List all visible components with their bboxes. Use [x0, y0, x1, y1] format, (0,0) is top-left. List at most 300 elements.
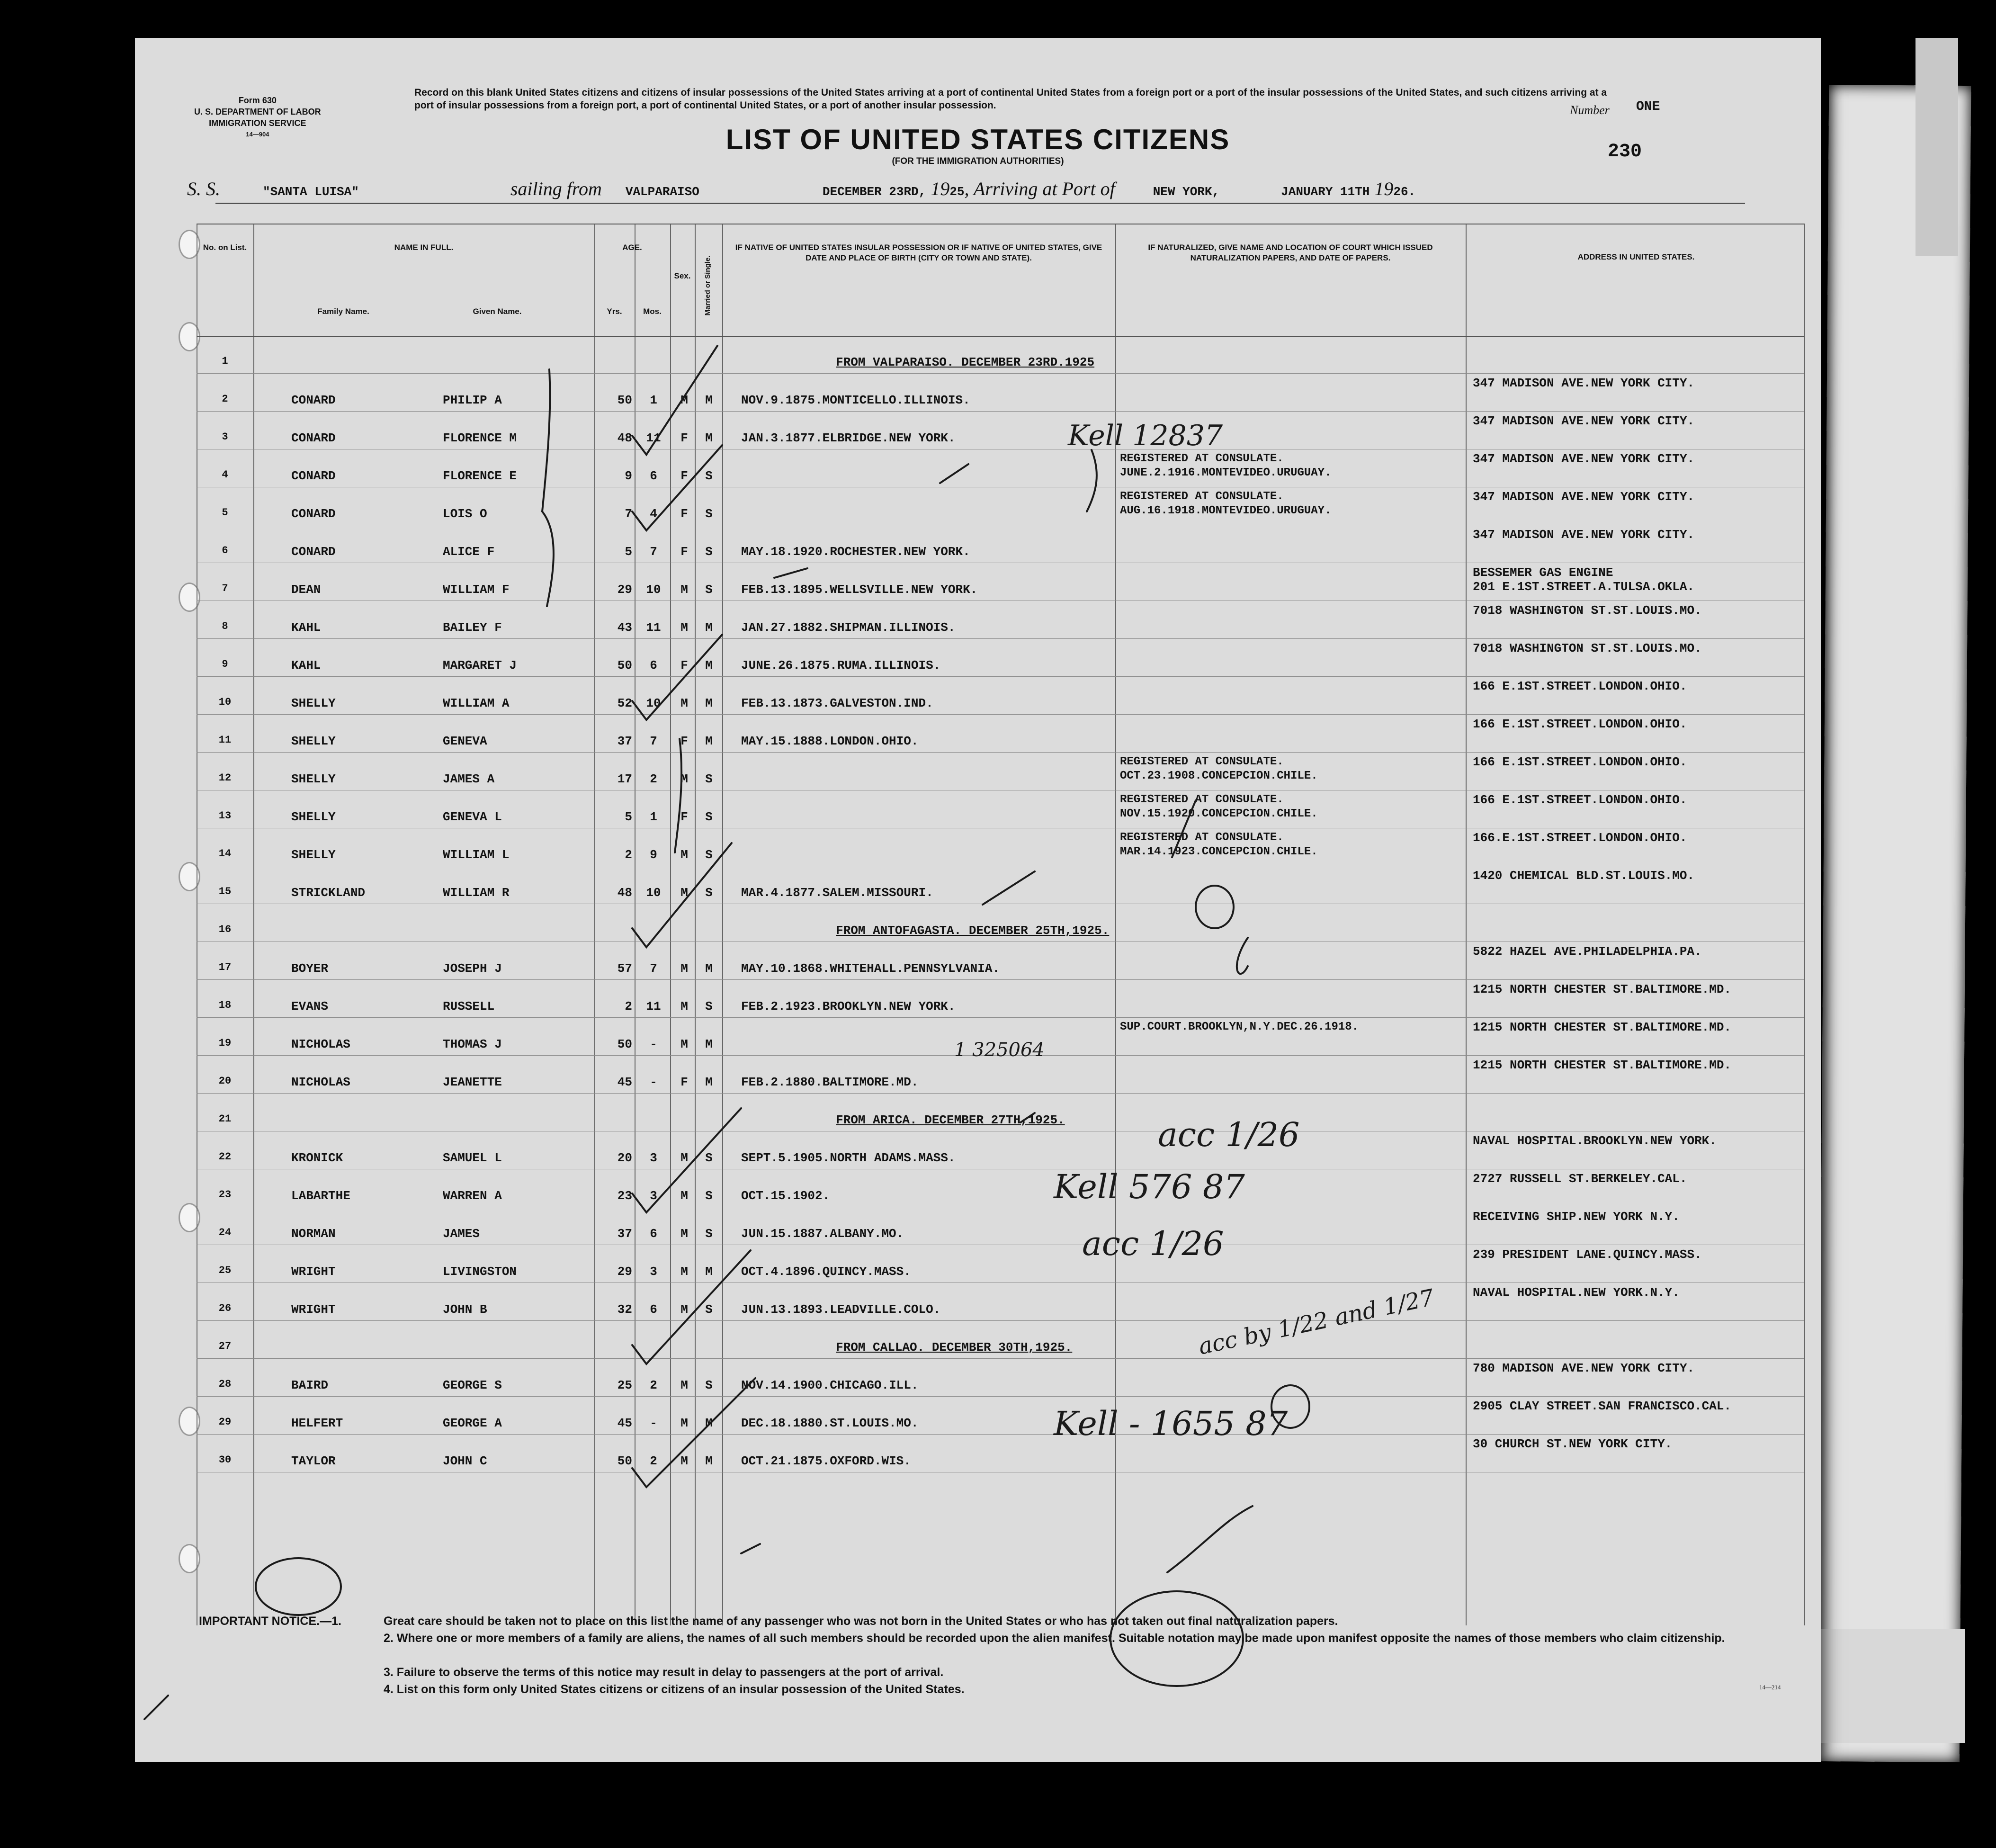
family-name: NICHOLAS	[291, 1037, 350, 1051]
family-name: CONARD	[291, 507, 336, 521]
marital-status: M	[705, 393, 713, 407]
list-number: 3	[222, 431, 228, 443]
sailing-label: sailing from	[510, 178, 602, 199]
given-name: ALICE F	[443, 545, 495, 559]
address-line-1: BESSEMER GAS ENGINE	[1473, 565, 1613, 580]
list-number: 15	[218, 886, 232, 897]
naturalization-line-2: MAR.14.1923.CONCEPCION.CHILE.	[1120, 845, 1318, 858]
check-mark	[983, 871, 1035, 905]
address-line-2: 166.E.1ST.STREET.LONDON.OHIO.	[1473, 831, 1687, 845]
sex: M	[680, 1302, 688, 1317]
check-mark	[940, 464, 968, 483]
naturalization-line-2: OCT.23.1908.CONCEPCION.CHILE.	[1120, 770, 1318, 782]
sex: F	[680, 545, 688, 559]
age-years: 2	[625, 999, 632, 1014]
sex: M	[680, 999, 688, 1014]
arrival-port: NEW YORK,	[1153, 185, 1220, 199]
address-line-2: 166 E.1ST.STREET.LONDON.OHIO.	[1473, 679, 1687, 693]
sex: M	[680, 1378, 688, 1392]
marital-status: M	[705, 1454, 713, 1468]
list-number: 27	[218, 1340, 232, 1352]
given-name: WILLIAM A	[443, 696, 510, 710]
marital-status: S	[705, 848, 713, 862]
age-months: 3	[650, 1265, 657, 1279]
list-number: 1	[222, 355, 228, 367]
arrival-year: 26.	[1393, 185, 1416, 199]
given-name: GENEVA L	[443, 810, 502, 824]
circled-note	[1110, 1591, 1243, 1686]
marital-status: S	[705, 772, 713, 786]
handwritten-note: Kell 576 87	[1054, 1167, 1245, 1206]
departure-date: DECEMBER 23RD,	[822, 185, 926, 199]
given-name: JEANETTE	[443, 1075, 502, 1089]
list-number: 18	[218, 999, 232, 1011]
sex: F	[680, 734, 688, 748]
notice-item-1: Great care should be taken not to place on this list the name of any passenger who was not born in the United States or who has not taken out final naturalization papers.	[384, 1615, 1338, 1628]
family-name: CONARD	[291, 545, 336, 559]
marital-status: M	[705, 696, 713, 710]
given-name: GENEVA	[443, 734, 487, 748]
bracket-mark	[542, 369, 554, 606]
list-number: 10	[218, 696, 232, 708]
list-number: 2	[222, 393, 228, 405]
marital-status: S	[705, 583, 713, 597]
age-years: 23	[617, 1189, 632, 1203]
given-name: WARREN A	[443, 1189, 502, 1203]
age-months: 11	[646, 431, 661, 445]
age-months: -	[650, 1037, 657, 1051]
address-line-2: RECEIVING SHIP.NEW YORK N.Y.	[1473, 1210, 1680, 1224]
age-months: 2	[650, 772, 657, 786]
list-number: 11	[218, 734, 232, 746]
check-mark	[632, 843, 732, 947]
address-line-2: 239 PRESIDENT LANE.QUINCY.MASS.	[1473, 1247, 1702, 1262]
age-years: 37	[617, 1227, 632, 1241]
marital-status: S	[705, 1227, 713, 1241]
handwritten-note: 1 325064	[954, 1039, 1045, 1061]
list-number: 21	[218, 1113, 232, 1125]
family-name: BOYER	[291, 961, 329, 976]
header-no-on-list: No. on List.	[203, 243, 247, 252]
header-age: AGE.	[622, 243, 642, 252]
address-line-2: 1420 CHEMICAL BLD.ST.LOUIS.MO.	[1473, 869, 1695, 883]
sex: F	[680, 507, 688, 521]
family-name: SHELLY	[291, 810, 336, 824]
sex: F	[680, 431, 688, 445]
check-mark	[632, 346, 717, 455]
address-line-2: 1215 NORTH CHESTER ST.BALTIMORE.MD.	[1473, 1020, 1732, 1034]
header-months: Mos.	[643, 307, 662, 316]
check-mark	[1172, 800, 1196, 857]
birth-date-place: FEB.13.1873.GALVESTON.IND.	[741, 696, 933, 710]
birth-date-place: DEC.18.1880.ST.LOUIS.MO.	[741, 1416, 919, 1430]
list-number: 7	[222, 583, 228, 594]
sex: M	[680, 1265, 688, 1279]
given-name: JOSEPH J	[443, 961, 502, 976]
section-heading: FROM CALLAO. DECEMBER 30TH,1925.	[836, 1340, 1073, 1355]
notice-item-3: 3. Failure to observe the terms of this notice may result in delay to passengers at the port of arrival.	[384, 1666, 944, 1679]
number-value: ONE	[1636, 99, 1660, 114]
check-mark	[632, 1108, 741, 1212]
header-sex: Sex.	[674, 271, 691, 280]
handwritten-note: Kell 12837	[1068, 419, 1223, 452]
sex: M	[680, 1189, 688, 1203]
list-number: 14	[218, 848, 232, 860]
birth-date-place: NOV.14.1900.CHICAGO.ILL.	[741, 1378, 919, 1392]
family-name: BAIRD	[291, 1378, 329, 1392]
handwritten-note: acc 1/26	[1082, 1224, 1224, 1263]
naturalization-line-2: SUP.COURT.BROOKLYN,N.Y.DEC.26.1918.	[1120, 1021, 1359, 1033]
handwritten-note: Kell - 1655 87	[1054, 1404, 1288, 1443]
address-line-2: 166 E.1ST.STREET.LONDON.OHIO.	[1473, 793, 1687, 807]
sex: M	[680, 772, 688, 786]
birth-date-place: OCT.21.1875.OXFORD.WIS.	[741, 1454, 911, 1468]
scribble	[1167, 1506, 1253, 1572]
document-subtitle: (FOR THE IMMIGRATION AUTHORITIES)	[892, 156, 1064, 166]
list-number: 12	[218, 772, 232, 784]
departure-port: VALPARAISO	[625, 185, 699, 199]
given-name: GEORGE A	[443, 1416, 502, 1430]
family-name: TAYLOR	[291, 1454, 336, 1468]
age-months: 7	[650, 961, 657, 976]
address-line-2: 1215 NORTH CHESTER ST.BALTIMORE.MD.	[1473, 1058, 1732, 1072]
bracket-mark	[1087, 450, 1097, 511]
age-months: 2	[650, 1454, 657, 1468]
age-years: 5	[625, 810, 632, 824]
given-name: LOIS O	[443, 507, 487, 521]
depart-year-prefix: 19	[931, 178, 950, 199]
age-years: 50	[617, 1454, 632, 1468]
section-heading: FROM VALPARAISO. DECEMBER 23RD.1925	[836, 355, 1095, 369]
family-name: SHELLY	[291, 696, 336, 710]
address-line-2: 30 CHURCH ST.NEW YORK CITY.	[1473, 1437, 1673, 1451]
notice-lead: IMPORTANT NOTICE.—1.	[199, 1615, 341, 1628]
given-name: JAMES A	[443, 772, 495, 786]
list-number: 4	[222, 469, 228, 481]
header-naturalization: IF NATURALIZED, GIVE NAME AND LOCATION OF COURT WHICH ISSUED NATURALIZATION PAPERS, AND DATE OF PAPERS.	[1148, 243, 1433, 262]
voyage-line: S. S. "SANTA LUISA" sailing from VALPARAISO DECEMBER 23RD, 1925, Arriving at Port of NEW YORK, JANUARY 11TH 1926.	[187, 178, 1416, 199]
sex: M	[680, 886, 688, 900]
address-line-2: 347 MADISON AVE.NEW YORK CITY.	[1473, 414, 1695, 428]
address-line-2: 780 MADISON AVE.NEW YORK CITY.	[1473, 1361, 1695, 1375]
naturalization-line-1: REGISTERED AT CONSULATE.	[1120, 831, 1284, 844]
family-name: HELFERT	[291, 1416, 343, 1430]
ship-name: "SANTA LUISA"	[263, 185, 359, 199]
list-number: 24	[218, 1227, 232, 1238]
header-family-name: Family Name.	[317, 307, 369, 316]
family-name: WRIGHT	[291, 1265, 336, 1279]
list-number: 6	[222, 545, 228, 556]
age-months: 1	[650, 393, 657, 407]
birth-date-place: JUN.15.1887.ALBANY.MO.	[741, 1227, 904, 1241]
section-heading: FROM ANTOFAGASTA. DECEMBER 25TH,1925.	[836, 924, 1110, 938]
department-name: U. S. DEPARTMENT OF LABOR	[194, 107, 321, 117]
list-number: 23	[218, 1189, 232, 1201]
sex: M	[680, 696, 688, 710]
naturalization-line-1: REGISTERED AT CONSULATE.	[1120, 793, 1284, 806]
back-sheet-corner	[1809, 1629, 1965, 1743]
sex: M	[680, 848, 688, 862]
given-name: JOHN C	[443, 1454, 487, 1468]
age-years: 48	[617, 431, 632, 445]
list-number: 8	[222, 620, 228, 632]
list-number: 26	[218, 1302, 232, 1314]
marital-status: M	[705, 961, 713, 976]
age-years: 57	[617, 961, 632, 976]
birth-date-place: JUN.13.1893.LEADVILLE.COLO.	[741, 1302, 941, 1317]
age-months: 6	[650, 469, 657, 483]
naturalization-line-1: REGISTERED AT CONSULATE.	[1120, 755, 1284, 768]
age-years: 45	[617, 1075, 632, 1089]
age-months: 4	[650, 507, 657, 521]
given-name: PHILIP A	[443, 393, 502, 407]
sex: M	[680, 1037, 688, 1051]
form-number: Form 630	[238, 96, 277, 105]
sex: M	[680, 1454, 688, 1468]
family-name: EVANS	[291, 999, 329, 1014]
birth-date-place: JAN.27.1882.SHIPMAN.ILLINOIS.	[741, 620, 956, 635]
age-months: 9	[650, 848, 657, 862]
service-name: IMMIGRATION SERVICE	[209, 118, 306, 128]
age-years: 2	[625, 848, 632, 862]
age-months: 1	[650, 810, 657, 824]
family-name: WRIGHT	[291, 1302, 336, 1317]
age-months: 6	[650, 658, 657, 673]
circled-note	[1196, 886, 1234, 928]
list-number: 22	[218, 1151, 232, 1163]
section-heading: FROM ARICA. DECEMBER 27TH,1925.	[836, 1113, 1065, 1127]
given-name: WILLIAM R	[443, 886, 510, 900]
marital-status: S	[705, 1378, 713, 1392]
age-years: 25	[617, 1378, 632, 1392]
age-years: 17	[617, 772, 632, 786]
marital-status: M	[705, 1075, 713, 1089]
age-months: 7	[650, 545, 657, 559]
sex: M	[680, 583, 688, 597]
arrival-date: JANUARY 11TH	[1281, 185, 1370, 199]
list-number: 30	[218, 1454, 232, 1466]
check-mark	[632, 445, 722, 530]
check-mark	[632, 635, 722, 720]
list-number: 16	[218, 924, 232, 935]
address-line-2: NAVAL HOSPITAL.BROOKLYN.NEW YORK.	[1473, 1134, 1717, 1148]
birth-date-place: MAR.4.1877.SALEM.MISSOURI.	[741, 886, 933, 900]
header-married-or-single: Married or Single.	[704, 255, 712, 316]
address-line-2: 7018 WASHINGTON ST.ST.LOUIS.MO.	[1473, 641, 1702, 655]
birth-date-place: FEB.2.1923.BROOKLYN.NEW YORK.	[741, 999, 956, 1014]
marital-status: M	[705, 734, 713, 748]
header-place-of-birth: IF NATIVE OF UNITED STATES INSULAR POSSESSION OR IF NATIVE OF UNITED STATES, GIVE DATE AND PLACE OF BIRTH (CITY OR TOWN AND STATE).	[735, 243, 1102, 262]
birth-date-place: MAY.18.1920.ROCHESTER.NEW YORK.	[741, 545, 970, 559]
age-years: 29	[617, 583, 632, 597]
marital-status: M	[705, 431, 713, 445]
age-months: 11	[646, 999, 661, 1014]
age-months: -	[650, 1416, 657, 1430]
age-months: 3	[650, 1151, 657, 1165]
age-months: 3	[650, 1189, 657, 1203]
family-name: SHELLY	[291, 772, 336, 786]
marital-status: S	[705, 999, 713, 1014]
naturalization-line-1: REGISTERED AT CONSULATE.	[1120, 490, 1284, 503]
address-line-2: 347 MADISON AVE.NEW YORK CITY.	[1473, 528, 1695, 542]
document-title: LIST OF UNITED STATES CITIZENS	[725, 124, 1230, 155]
address-line-2: 166 E.1ST.STREET.LONDON.OHIO.	[1473, 755, 1687, 769]
list-number: 5	[222, 507, 228, 519]
check-mark	[1020, 1113, 1035, 1122]
family-name: NORMAN	[291, 1227, 336, 1241]
address-line-2: 5822 HAZEL AVE.PHILADELPHIA.PA.	[1473, 944, 1702, 959]
given-name: BAILEY F	[443, 620, 502, 635]
address-line-2: 347 MADISON AVE.NEW YORK CITY.	[1473, 376, 1695, 390]
check-mark	[632, 1250, 751, 1364]
given-name: WILLIAM F	[443, 583, 510, 597]
list-number: 17	[218, 961, 232, 973]
form-code: 14—904	[246, 131, 269, 138]
birth-date-place: JUNE.26.1875.RUMA.ILLINOIS.	[741, 658, 941, 673]
birth-date-place: NOV.9.1875.MONTICELLO.ILLINOIS.	[741, 393, 970, 407]
family-name: KAHL	[291, 620, 321, 635]
age-years: 48	[617, 886, 632, 900]
header-given-name: Given Name.	[473, 307, 522, 316]
sex: M	[680, 393, 688, 407]
marital-status: S	[705, 810, 713, 824]
birth-date-place: MAY.10.1868.WHITEHALL.PENNSYLVANIA.	[741, 961, 1000, 976]
ss-label: S. S.	[187, 178, 220, 199]
age-years: 9	[625, 469, 632, 483]
birth-date-place: SEPT.5.1905.NORTH ADAMS.MASS.	[741, 1151, 956, 1165]
age-months: 6	[650, 1302, 657, 1317]
check-mark	[741, 1544, 760, 1553]
birth-date-place: FEB.13.1895.WELLSVILLE.NEW YORK.	[741, 583, 978, 597]
scribble	[144, 1695, 168, 1719]
age-months: 10	[646, 886, 661, 900]
age-years: 43	[617, 620, 632, 635]
marital-status: S	[705, 507, 713, 521]
sex: M	[680, 620, 688, 635]
age-months: 10	[646, 696, 661, 710]
sex: F	[680, 658, 688, 673]
age-months: 11	[646, 620, 661, 635]
given-name: GEORGE S	[443, 1378, 502, 1392]
age-years: 32	[617, 1302, 632, 1317]
marital-status: S	[705, 545, 713, 559]
sex: M	[680, 1416, 688, 1430]
age-years: 29	[617, 1265, 632, 1279]
address-line-2: 347 MADISON AVE.NEW YORK CITY.	[1473, 490, 1695, 504]
given-name: MARGARET J	[443, 658, 517, 673]
folded-corner	[1915, 38, 1958, 256]
footer-code: 14—214	[1759, 1684, 1781, 1691]
address-line-2: NAVAL HOSPITAL.NEW YORK.N.Y.	[1473, 1285, 1680, 1300]
naturalization-line-2: JUNE.2.1916.MONTEVIDEO.URUGUAY.	[1120, 466, 1332, 479]
sex: M	[680, 1151, 688, 1165]
check-mark	[774, 568, 807, 578]
birth-date-place: FEB.2.1880.BALTIMORE.MD.	[741, 1075, 919, 1089]
family-name: SHELLY	[291, 848, 336, 862]
sex: M	[680, 961, 688, 976]
departure-year: 25	[949, 185, 965, 199]
record-instructions: Record on this blank United States citizens and citizens of insular possessions of the United States arriving at a port of continental United States from a foreign port or a port of the insular possessions of the United States, and such citizens arriving at a port of insular possessions from a foreign port, a port of continental United States, or a port of another insular possession.	[414, 87, 1607, 111]
list-number: 25	[218, 1265, 232, 1276]
scribble	[1237, 938, 1248, 974]
manifest-page	[135, 38, 1821, 1762]
given-name: SAMUEL L	[443, 1151, 502, 1165]
family-name: CONARD	[291, 393, 336, 407]
given-name: JOHN B	[443, 1302, 487, 1317]
given-name: RUSSELL	[443, 999, 495, 1014]
back-sheet	[1817, 85, 1971, 1762]
address-line-2: 347 MADISON AVE.NEW YORK CITY.	[1473, 452, 1695, 466]
family-name: KRONICK	[291, 1151, 343, 1165]
family-name: CONARD	[291, 431, 336, 445]
marital-status: S	[705, 1189, 713, 1203]
list-number: 9	[222, 658, 228, 670]
family-name: DEAN	[291, 583, 321, 597]
given-name: WILLIAM L	[443, 848, 510, 862]
marital-status: S	[705, 469, 713, 483]
family-name: STRICKLAND	[291, 886, 366, 900]
sex: M	[680, 1227, 688, 1241]
age-years: 45	[617, 1416, 632, 1430]
marital-status: M	[705, 1416, 713, 1430]
family-name: LABARTHE	[291, 1189, 350, 1203]
naturalization-line-2: NOV.15.1920.CONCEPCION.CHILE.	[1120, 807, 1318, 820]
header-address: ADDRESS IN UNITED STATES.	[1577, 252, 1695, 261]
birth-date-place: OCT.15.1902.	[741, 1189, 830, 1203]
number-label: Number	[1570, 103, 1610, 117]
address-line-2: 166 E.1ST.STREET.LONDON.OHIO.	[1473, 717, 1687, 731]
list-number: 20	[218, 1075, 232, 1087]
age-years: 20	[617, 1151, 632, 1165]
sex: F	[680, 1075, 688, 1089]
marital-status: M	[705, 620, 713, 635]
age-months: 2	[650, 1378, 657, 1392]
family-name: NICHOLAS	[291, 1075, 350, 1089]
marital-status: S	[705, 886, 713, 900]
age-years: 5	[625, 545, 632, 559]
address-line-2: 2727 RUSSELL ST.BERKELEY.CAL.	[1473, 1172, 1687, 1186]
age-months: 6	[650, 1227, 657, 1241]
address-line-2: 2905 CLAY STREET.SAN FRANCISCO.CAL.	[1473, 1399, 1732, 1413]
sex: F	[680, 810, 688, 824]
given-name: FLORENCE M	[443, 431, 517, 445]
header-years: Yrs.	[607, 307, 622, 316]
handwritten-note: acc by 1/22 and 1/27	[1196, 1284, 1437, 1360]
age-years: 7	[625, 507, 632, 521]
age-months: 10	[646, 583, 661, 597]
list-number: 29	[218, 1416, 232, 1428]
address-line-2: 201 E.1ST.STREET.A.TULSA.OKLA.	[1473, 580, 1695, 594]
handwritten-note: acc 1/26	[1158, 1115, 1300, 1154]
naturalization-line-2: AUG.16.1918.MONTEVIDEO.URUGUAY.	[1120, 504, 1332, 517]
age-years: 37	[617, 734, 632, 748]
family-name: KAHL	[291, 658, 321, 673]
age-years: 50	[617, 1037, 632, 1051]
birth-date-place: MAY.15.1888.LONDON.OHIO.	[741, 734, 919, 748]
given-name: FLORENCE E	[443, 469, 517, 483]
arrive-year-prefix: 19	[1374, 178, 1394, 199]
age-years: 52	[617, 696, 632, 710]
marital-status: M	[705, 658, 713, 673]
bracket-mark	[675, 739, 681, 852]
age-years: 50	[617, 658, 632, 673]
header-name-in-full: NAME IN FULL.	[394, 243, 454, 252]
family-name: SHELLY	[291, 734, 336, 748]
age-months: 7	[650, 734, 657, 748]
marital-status: S	[705, 1151, 713, 1165]
given-name: LIVINGSTON	[443, 1265, 517, 1279]
naturalization-line-1: REGISTERED AT CONSULATE.	[1120, 452, 1284, 465]
